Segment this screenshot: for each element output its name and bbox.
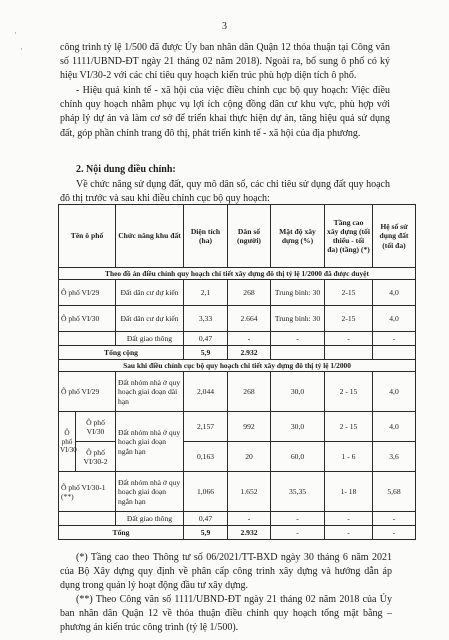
cell-he-so: 4,0 [373,412,416,442]
cell-he-so: - [373,512,416,526]
cell-tang-cao: - [325,332,373,346]
total-dien-tich: 5,9 [184,526,228,540]
section-heading: 2. Nội dung điều chỉnh: [76,164,176,175]
cell-chuc-nang: Đất dân cư dự kiến [116,306,184,332]
table-row [59,332,416,346]
section-after-label: Sau khi điều chỉnh cục bộ quy hoạch chi tiết xây dựng đô thị tỷ lệ 1/2000 [59,360,416,372]
cell-mat-do: - [271,332,325,346]
paragraph-2: - Hiệu quả kinh tế - xã hội của việc điều chỉnh cục bộ quy hoạch: Việc điều chỉnh quy hoạch nhằm phục vụ lợi ích cộng đồng dân cư khu vực, phù hợp với pháp lý dự án và làm cơ sở để triển khai thực hiện dự án, tăng hiệu quả sử dụng đất, góp phần chỉnh trang đô thị, phát triển kinh tế - xã hội của địa phương. [60,85,390,139]
cell-tang-cao: 2-15 [325,306,373,332]
cell-mat-do: Trung bình: 30 [271,280,325,306]
empty-cell [271,346,325,360]
cell-dien-tich: 2,044 [184,372,228,412]
cell-dan-so: - [228,332,271,346]
footnotes [60,551,392,635]
scan-mark: · [20,44,23,54]
empty-cell [59,512,116,526]
table-header-row [59,205,416,268]
cell-group-o-pho: Ô phố VI/30 [59,412,76,472]
table-row [59,472,416,512]
cell-dan-so: - [228,512,271,526]
col-header-o-pho: Tên ô phố [59,205,116,268]
paragraph-1: công trình tỷ lệ 1/500 đã được Ủy ban nhân dân Quận 12 thỏa thuận tại Công văn số 1111/UBND-ĐT ngày 21 tháng 02 năm 2018). Ngoài ra, bổ sung ô phố có ký hiệu VI/30-2 với các chỉ tiêu quy hoạch kiến trúc phù hợp diện tích ô phố. [60,42,390,82]
paragraph-3: Về chức năng sử dụng đất, quy mô dân số, các chỉ tiêu sử dụng đất quy hoạch đô thị trước và sau khi điều chỉnh cục bộ quy hoạch: [60,179,390,205]
cell-dien-tich: 0,163 [184,442,228,472]
table-row [59,280,416,306]
cell-he-so: 4,0 [373,306,416,332]
section-before-label: Theo đồ án điều chỉnh quy hoạch chi tiết xây dựng đô thị tỷ lệ 1/2000 đã được duyệt [59,268,416,280]
cell-sub-o-pho: Ô phố VI/30-2 [76,442,116,472]
footnote-1: (*) Tầng cao theo Thông tư số 06/2021/TT-BXD ngày 30 tháng 6 năm 2021 của Bộ Xây dựng quy định về phân cấp công trình xây dựng và hướng dẫn áp dụng trong quản lý hoạt động đầu tư xây dựng. [60,552,392,591]
col-header-dan-so: Dân số (người) [228,205,271,268]
total-label: Tổng [59,526,184,540]
cell-dien-tich: 2,157 [184,412,228,442]
cell-dan-so: 268 [228,280,271,306]
col-header-dien-tich: Diện tích (ha) [184,205,228,268]
cell-chuc-nang: Đất nhóm nhà ở quy hoạch giai đoạn dài hạn [116,372,184,412]
col-header-chuc-nang: Chức năng khu đất [116,205,184,268]
cell-tang-cao: 2-15 [325,280,373,306]
cell-dien-tich: 3,33 [184,306,228,332]
total-row-after [59,526,416,540]
cell-he-so: 3,6 [373,442,416,472]
cell-he-so: 5,68 [373,472,416,512]
total-mat-do: - [271,526,325,540]
scan-mark: · [14,28,17,38]
table-row [59,512,416,526]
cell-tang-cao: 1- 18 [325,472,373,512]
total-dan-so: 2.932 [228,526,271,540]
cell-mat-do: Trung bình: 30 [271,306,325,332]
cell-o-pho: Ô phố VI/29 [59,372,116,412]
cell-tang-cao: - [325,512,373,526]
cell-o-pho [59,332,116,346]
cell-dien-tich: 1,066 [184,472,228,512]
cell-dien-tich: 0,47 [184,332,228,346]
col-header-tang-cao: Tầng cao xây dựng (tối thiểu - tối đa) (tầng) (*) [325,205,373,268]
total-he-so: - [373,526,416,540]
cell-tang-cao: 2 - 15 [325,372,373,412]
cell-dien-tich: 2,1 [184,280,228,306]
cell-tang-cao: 2 - 15 [325,412,373,442]
cell-o-pho: Ô phố VI/29 [59,280,116,306]
col-header-mat-do: Mật độ xây dựng (%) [271,205,325,268]
section-row-before [59,268,416,280]
cell-dien-tich: 0,47 [184,512,228,526]
cell-he-so: - [373,332,416,346]
cell-chuc-nang: Đất nhóm nhà ở quy hoạch giai đoạn ngắn hạn [116,472,184,512]
cell-mat-do: 30,0 [271,412,325,442]
cell-sub-o-pho: Ô phố VI/30 [76,412,116,442]
table-row [59,412,416,442]
cell-dan-so: 268 [228,372,271,412]
table-row [59,372,416,412]
section-row-after [59,360,416,372]
cell-chuc-nang: Đất giao thông [116,332,184,346]
cell-he-so: 4,0 [373,280,416,306]
table-row [59,442,416,472]
empty-cell [325,346,373,360]
total-tang-cao: - [325,526,373,540]
cell-mat-do: - [271,512,325,526]
planning-table [58,204,416,540]
cell-o-pho: Ô phố VI/30-1 (**) [59,472,116,512]
cell-chuc-nang: Đất giao thông [116,512,184,526]
cell-tang-cao: 1 - 6 [325,442,373,472]
cell-mat-do: 60,0 [271,442,325,472]
cell-dan-so: 20 [228,442,271,472]
total-dan-so: 2.932 [228,346,271,360]
cell-chuc-nang: Đất dân cư dự kiến [116,280,184,306]
cell-mat-do: 35,35 [271,472,325,512]
col-header-he-so: Hệ số sử dụng đất (tối đa) [373,205,416,268]
page-number: 3 [222,21,227,32]
cell-o-pho: Ô phố VI/30 [59,306,116,332]
cell-dan-so: 1.652 [228,472,271,512]
total-row-before [59,346,416,360]
cell-dan-so: 992 [228,412,271,442]
cell-dan-so: 2.664 [228,306,271,332]
cell-chuc-nang: Đất nhóm nhà ở quy hoạch giai đoạn ngắn hạn [116,412,184,472]
table-row [59,306,416,332]
cell-he-so: 4,0 [373,372,416,412]
footnote-2: (**) Theo Công văn số 1111/UBND-ĐT ngày 21 tháng 02 năm 2018 của Ủy ban nhân dân Quận 12 về thỏa thuận điều chỉnh quy hoạch tổng mặt bằng – phương án kiến trúc công trình (tỷ lệ 1/500). [60,594,392,633]
cell-mat-do: 30,0 [271,372,325,412]
empty-cell [373,346,416,360]
total-dien-tich: 5,9 [184,346,228,360]
total-label: Tổng cộng [59,346,184,360]
